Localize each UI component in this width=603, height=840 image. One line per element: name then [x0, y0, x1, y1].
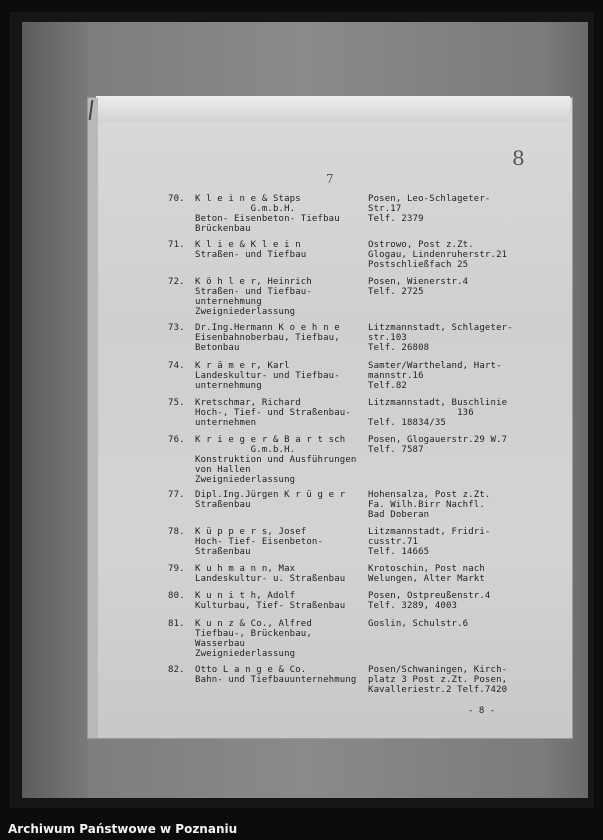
company-line: Zweigniederlassung: [195, 307, 296, 317]
address-line: Goslin, Schulstr.6: [368, 619, 469, 629]
address-line: Bad Doberan: [368, 510, 430, 520]
address-line: Telf. 2379: [368, 214, 424, 224]
address-line: Posen/Schwaningen, Kirch-: [368, 665, 508, 675]
entry-number: 79.: [168, 564, 185, 574]
company-line: unternehmen: [195, 418, 257, 428]
address-line: Krotoschin, Post nach: [368, 564, 485, 574]
company-line: Zweigniederlassung: [195, 475, 296, 485]
company-line: K ö h l e r, Heinrich: [195, 277, 312, 287]
company-address: [368, 277, 528, 297]
company-line: K ü p p e r s, Josef: [195, 527, 307, 537]
address-line: Telf. 18834/35: [368, 418, 446, 428]
address-line: platz 3 Post z.Zt. Posen,: [368, 675, 508, 685]
company-line: K r i e g e r & B a r t sch: [195, 435, 346, 445]
company-line: unternehmung: [195, 297, 262, 307]
address-line: Litzmannstadt, Schlageter-: [368, 323, 513, 333]
address-line: Fa. Wilh.Birr Nachfl.: [368, 500, 485, 510]
entry-number: 76.: [168, 435, 185, 445]
company-line: K r ä m e r, Karl: [195, 361, 290, 371]
sheet-top-edge: [96, 96, 570, 122]
company-address: [368, 240, 528, 270]
company-address: [368, 398, 528, 428]
address-line: Litzmannstadt, Fridri-: [368, 527, 491, 537]
sheet-left-band: [88, 98, 98, 738]
address-line: mannstr.16: [368, 371, 424, 381]
address-line: Telf. 26808: [368, 343, 430, 353]
company-line: Dr.Ing.Hermann K o e h n e: [195, 323, 340, 333]
company-line: Straßenbau: [195, 500, 251, 510]
address-line: Telf. 3289, 4003: [368, 601, 458, 611]
company-description: [195, 277, 367, 317]
address-line: Welungen, Alter Markt: [368, 574, 485, 584]
address-line: 136: [368, 408, 474, 418]
page-number: - 8 -: [468, 706, 496, 716]
address-line: Posen, Leo-Schlageter-: [368, 194, 491, 204]
company-line: Landeskultur- und Tiefbau-: [195, 371, 340, 381]
entry-number: 70.: [168, 194, 185, 204]
company-line: Betonbau: [195, 343, 240, 353]
company-description: [195, 194, 367, 234]
company-line: Straßen- und Tiefbau-: [195, 287, 312, 297]
company-line: unternehmung: [195, 381, 262, 391]
company-line: Straßen- und Tiefbau: [195, 250, 307, 260]
company-address: [368, 527, 528, 557]
company-line: K u n z & Co., Alfred: [195, 619, 312, 629]
company-line: K l i e & K l e i n: [195, 240, 301, 250]
address-line: Litzmannstadt, Buschlinie: [368, 398, 508, 408]
company-address: [368, 194, 528, 224]
company-line: Otto L a n g e & Co.: [195, 665, 307, 675]
company-line: Eisenbahnoberbau, Tiefbau,: [195, 333, 340, 343]
company-description: [195, 591, 367, 611]
address-line: Telf. 2725: [368, 287, 424, 297]
address-line: Samter/Wartheland, Hart-: [368, 361, 502, 371]
entry-number: 77.: [168, 490, 185, 500]
company-address: [368, 490, 528, 520]
company-line: Dipl.Ing.Jürgen K r ü g e r: [195, 490, 346, 500]
address-line: Posen, Ostpreußenstr.4: [368, 591, 491, 601]
company-line: Kulturbau, Tief- Straßenbau: [195, 601, 346, 611]
entry-number: 73.: [168, 323, 185, 333]
company-line: Hoch-, Tief- und Straßenbau-: [195, 408, 351, 418]
address-line: Telf. 7587: [368, 445, 424, 455]
address-line: Posen, Wienerstr.4: [368, 277, 469, 287]
address-line: cusstr.71: [368, 537, 419, 547]
company-line: Brückenbau: [195, 224, 251, 234]
entry-number: 80.: [168, 591, 185, 601]
company-description: [195, 361, 367, 391]
company-description: [195, 398, 367, 428]
entry-number: 75.: [168, 398, 185, 408]
archive-label: Archiwum Państwowe w Poznaniu: [8, 822, 238, 836]
pencil-tick-mark: 7: [326, 172, 334, 186]
company-address: [368, 619, 528, 629]
company-description: [195, 323, 367, 353]
company-address: [368, 591, 528, 611]
pencil-page-number: 8: [512, 146, 525, 170]
address-line: Glogau, Lindenruherstr.21: [368, 250, 508, 260]
company-description: [195, 240, 367, 260]
company-line: Bahn- und Tiefbauunternehmung: [195, 675, 357, 685]
address-line: str.103: [368, 333, 407, 343]
company-line: Hoch- Tief- Eisenbeton-: [195, 537, 324, 547]
address-line: Postschließfach 25: [368, 260, 469, 270]
entry-number: 82.: [168, 665, 185, 675]
entry-number: 74.: [168, 361, 185, 371]
company-line: Straßenbau: [195, 547, 251, 557]
company-line: K l e i n e & Staps: [195, 194, 301, 204]
company-line: Wasserbau: [195, 639, 246, 649]
company-line: G.m.b.H.: [195, 204, 296, 214]
entry-number: 81.: [168, 619, 185, 629]
entry-number: 71.: [168, 240, 185, 250]
address-line: Ostrowo, Post z.Zt.: [368, 240, 474, 250]
company-line: Tiefbau-, Brückenbau,: [195, 629, 312, 639]
company-description: [195, 435, 367, 485]
company-line: Beton- Eisenbeton- Tiefbau: [195, 214, 340, 224]
company-line: G.m.b.H.: [195, 445, 296, 455]
address-line: Str.17: [368, 204, 402, 214]
company-address: [368, 361, 528, 391]
company-description: [195, 619, 367, 659]
company-line: von Hallen: [195, 465, 251, 475]
company-address: [368, 435, 528, 455]
company-description: [195, 665, 367, 685]
address-line: Telf. 14665: [368, 547, 430, 557]
address-line: Hohensalza, Post z.Zt.: [368, 490, 491, 500]
company-line: K u n i t h, Adolf: [195, 591, 296, 601]
company-line: Kretschmar, Richard: [195, 398, 301, 408]
company-line: Landeskultur- u. Straßenbau: [195, 574, 346, 584]
company-line: Zweigniederlassung: [195, 649, 296, 659]
address-line: Posen, Glogauerstr.29 W.7: [368, 435, 508, 445]
company-description: [195, 490, 367, 510]
company-address: [368, 665, 528, 695]
company-address: [368, 323, 528, 353]
scan-edge: [22, 22, 88, 798]
company-line: Konstruktion und Ausführungen: [195, 455, 357, 465]
entry-number: 78.: [168, 527, 185, 537]
address-line: Telf.82: [368, 381, 407, 391]
company-address: [368, 564, 528, 584]
company-line: K u h m a n n, Max: [195, 564, 296, 574]
address-line: Kavalleriestr.2 Telf.7420: [368, 685, 508, 695]
entry-number: 72.: [168, 277, 185, 287]
company-description: [195, 527, 367, 557]
company-description: [195, 564, 367, 584]
